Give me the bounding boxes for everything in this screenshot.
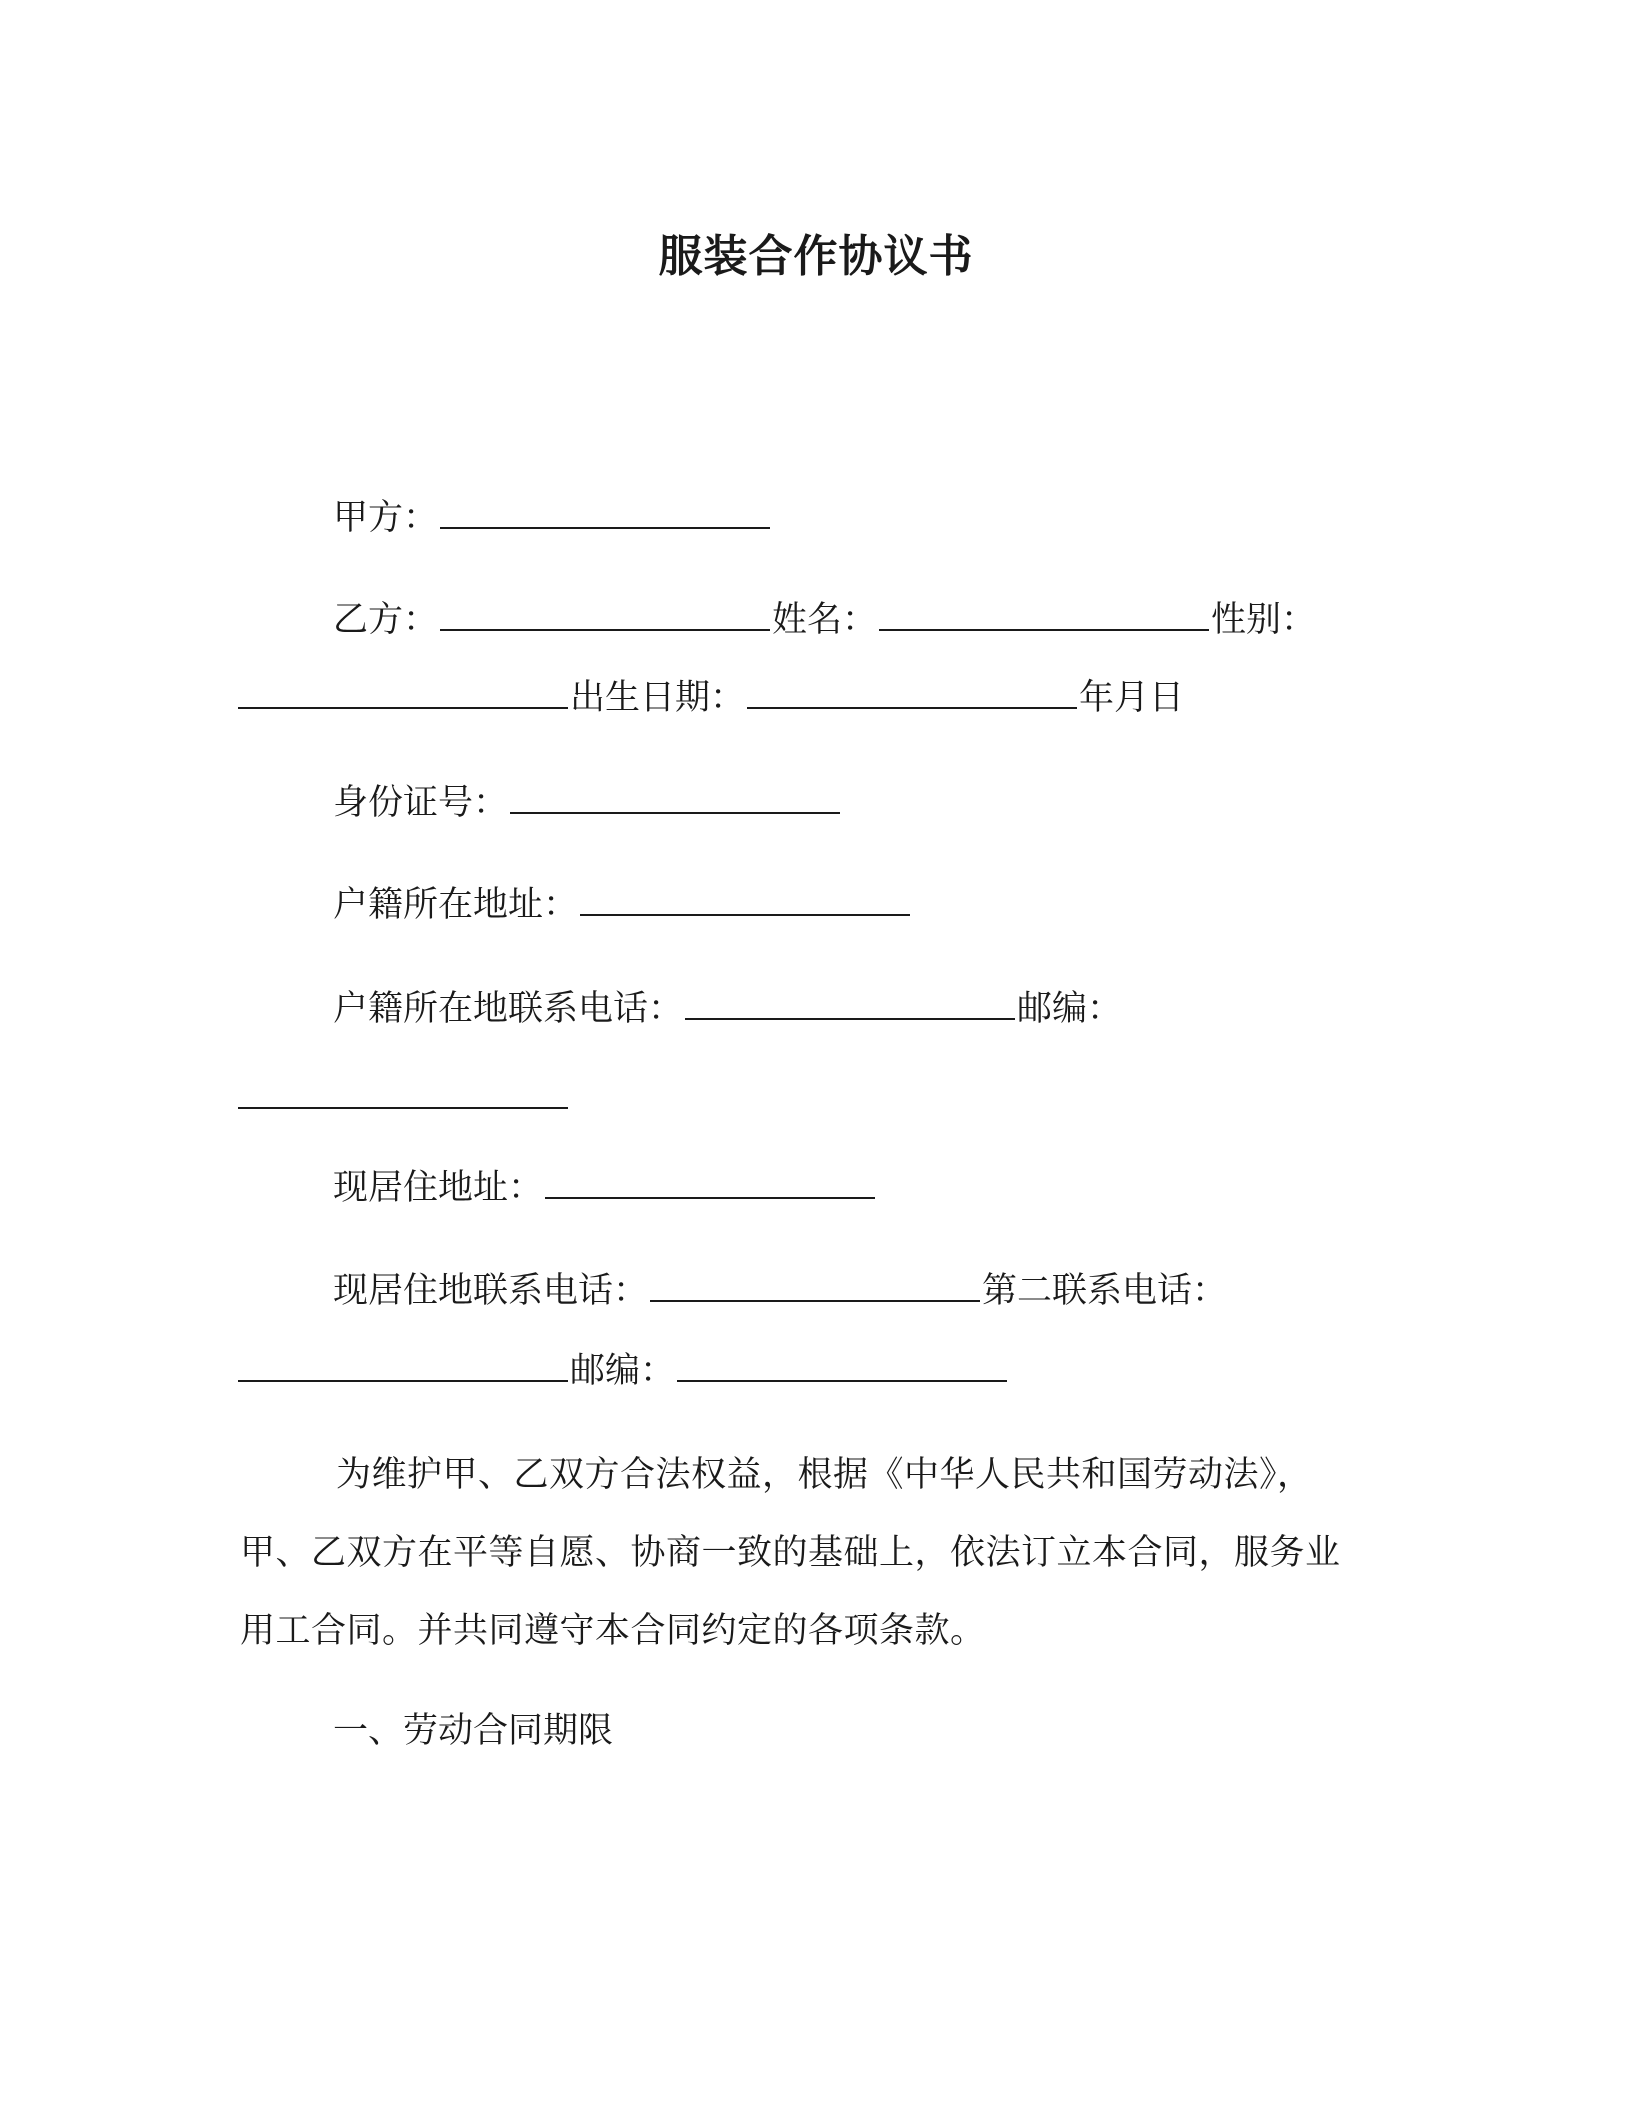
postcode-2-label: 邮编：: [570, 1351, 676, 1391]
name-label: 姓名：: [772, 600, 878, 640]
current-phone-line: [333, 1267, 1227, 1315]
current-phone-label: 现居住地联系电话：: [333, 1271, 649, 1311]
second-phone-blank[interactable]: [238, 1350, 568, 1382]
birth-line: [238, 674, 1184, 722]
id-number-blank[interactable]: [510, 782, 840, 814]
current-address-blank[interactable]: [545, 1167, 875, 1199]
current-address-label: 现居住地址：: [333, 1168, 544, 1208]
postcode-2-blank[interactable]: [677, 1350, 1007, 1382]
name-blank[interactable]: [879, 599, 1209, 631]
second-phone-line: [238, 1347, 1009, 1395]
ymd-label: 年月日: [1079, 678, 1185, 718]
current-phone-blank[interactable]: [650, 1270, 980, 1302]
party-a-blank[interactable]: [440, 497, 770, 529]
gender-blank[interactable]: [238, 677, 568, 709]
household-address-blank[interactable]: [580, 884, 910, 916]
birth-date-label: 出生日期：: [570, 678, 746, 718]
id-number-line: [333, 779, 842, 827]
party-b-line: [333, 596, 1316, 644]
party-a-line: [333, 494, 772, 542]
party-a-label: 甲方：: [333, 498, 439, 538]
household-phone-line: [333, 985, 1122, 1033]
document-title: 服装合作协议书: [658, 231, 974, 282]
current-address-line: [333, 1164, 877, 1212]
postcode-1-line: [238, 1074, 570, 1122]
intro-paragraph: 为维护甲、乙双方合法权益，根据《中华人民共和国劳动法》，甲、乙双方在平等自愿、协商一致的基础上，依法订立本合同，服务业用工合同。并共同遵守本合同约定的各项条款。: [240, 1455, 1341, 1651]
household-address-label: 户籍所在地址：: [333, 885, 579, 925]
second-phone-label: 第二联系电话：: [982, 1271, 1228, 1311]
section-heading: 一、劳动合同期限: [333, 1711, 614, 1751]
gender-label: 性别：: [1211, 600, 1317, 640]
id-number-label: 身份证号：: [333, 783, 509, 823]
postcode-1-label: 邮编：: [1017, 989, 1123, 1029]
postcode-1-blank[interactable]: [238, 1077, 568, 1109]
party-b-label: 乙方：: [333, 600, 439, 640]
household-phone-label: 户籍所在地联系电话：: [333, 989, 684, 1029]
party-b-blank[interactable]: [440, 599, 770, 631]
birth-date-blank[interactable]: [747, 677, 1077, 709]
household-phone-blank[interactable]: [685, 988, 1015, 1020]
household-address-line: [333, 881, 912, 929]
